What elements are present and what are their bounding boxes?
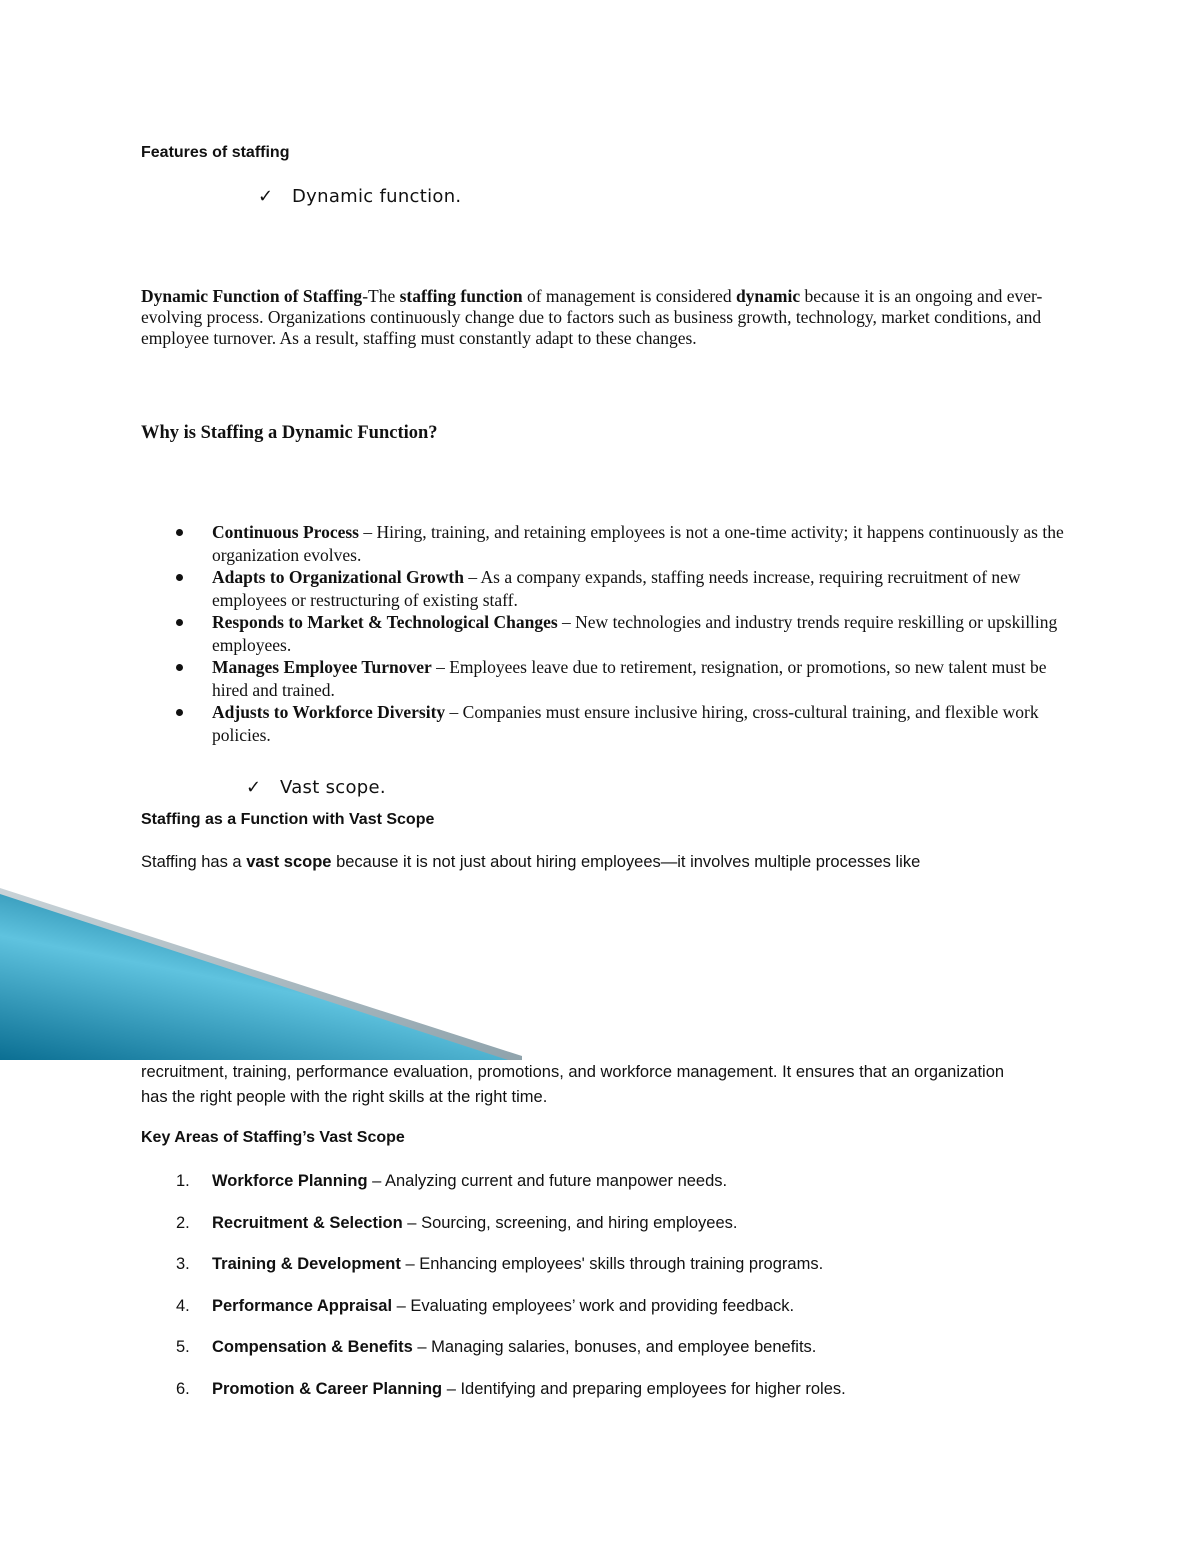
list-item: 6. Promotion & Career Planning – Identifying and preparing employees for higher roles. [176, 1379, 846, 1398]
list-item: 5. Compensation & Benefits – Managing salaries, bonuses, and employee benefits. [176, 1338, 817, 1356]
list-item: Responds to Market & Technological Changes – New technologies and industry trends require reskilling or upskilling employees. [172, 611, 1072, 656]
paragraph-lead: Dynamic Function of Staffing [141, 286, 363, 306]
dynamic-reasons-list [172, 521, 1072, 746]
key-areas-list [172, 1170, 1072, 1419]
vast-scope-heading: Staffing as a Function with Vast Scope [141, 811, 435, 828]
dynamic-function-paragraph: Dynamic Function of Staffing-The staffing function of management is considered dynamic because it is an ongoing and ever-evolving process. Organizations continuously change due to factors such as business growth, technology, market conditions, and employee turnover. As a result, staffing must constantly adapt to these changes. [141, 286, 1043, 348]
list-item: 4. Performance Appraisal – Evaluating employees’ work and providing feedback. [176, 1296, 795, 1315]
bullet-icon [176, 619, 183, 626]
vast-scope-intro: Staffing has a vast scope because it is not just about hiring employees—it involves multiple processes like [141, 853, 921, 871]
why-dynamic-heading: Why is Staffing a Dynamic Function? [141, 423, 438, 443]
list-item: Manages Employee Turnover – Employees leave due to retirement, resignation, or promotions, so new talent must be hired and trained. [172, 656, 1072, 701]
vast-scope-paragraph: recruitment, training, performance evaluation, promotions, and workforce management. It ensures that an organization has the right people with the right skills at the right time. [141, 1063, 1005, 1106]
list-item: 1. Workforce Planning – Analyzing current and future manpower needs. [176, 1172, 728, 1190]
bullet-icon [176, 664, 183, 671]
checklist-item-vast [246, 777, 386, 798]
checklist-label: Dynamic function. [292, 186, 462, 207]
checkmark-icon: ✓ [246, 777, 262, 798]
features-heading: Features of staffing [141, 144, 290, 161]
checkmark-icon: ✓ [258, 186, 274, 207]
list-item: 2. Recruitment & Selection – Sourcing, screening, and hiring employees. [176, 1213, 738, 1232]
decorative-wedge-graphic [0, 888, 522, 1060]
bullet-icon [176, 529, 183, 536]
list-item: Continuous Process – Hiring, training, and retaining employees is not a one-time activity; it happens continuously as the organization evolves. [172, 521, 1072, 566]
key-areas-heading: Key Areas of Staffing’s Vast Scope [141, 1129, 405, 1146]
bullet-icon [176, 709, 183, 716]
list-item: Adapts to Organizational Growth – As a company expands, staffing needs increase, requiring recruitment of new employees or restructuring of existing staff. [172, 566, 1072, 611]
list-item: Adjusts to Workforce Diversity – Companies must ensure inclusive hiring, cross-cultural training, and flexible work policies. [172, 701, 1072, 746]
checklist-label: Vast scope. [280, 777, 386, 798]
list-item: 3. Training & Development – Enhancing employees' skills through training programs. [176, 1255, 824, 1273]
checklist-item-dynamic [258, 186, 461, 207]
bullet-icon [176, 574, 183, 581]
